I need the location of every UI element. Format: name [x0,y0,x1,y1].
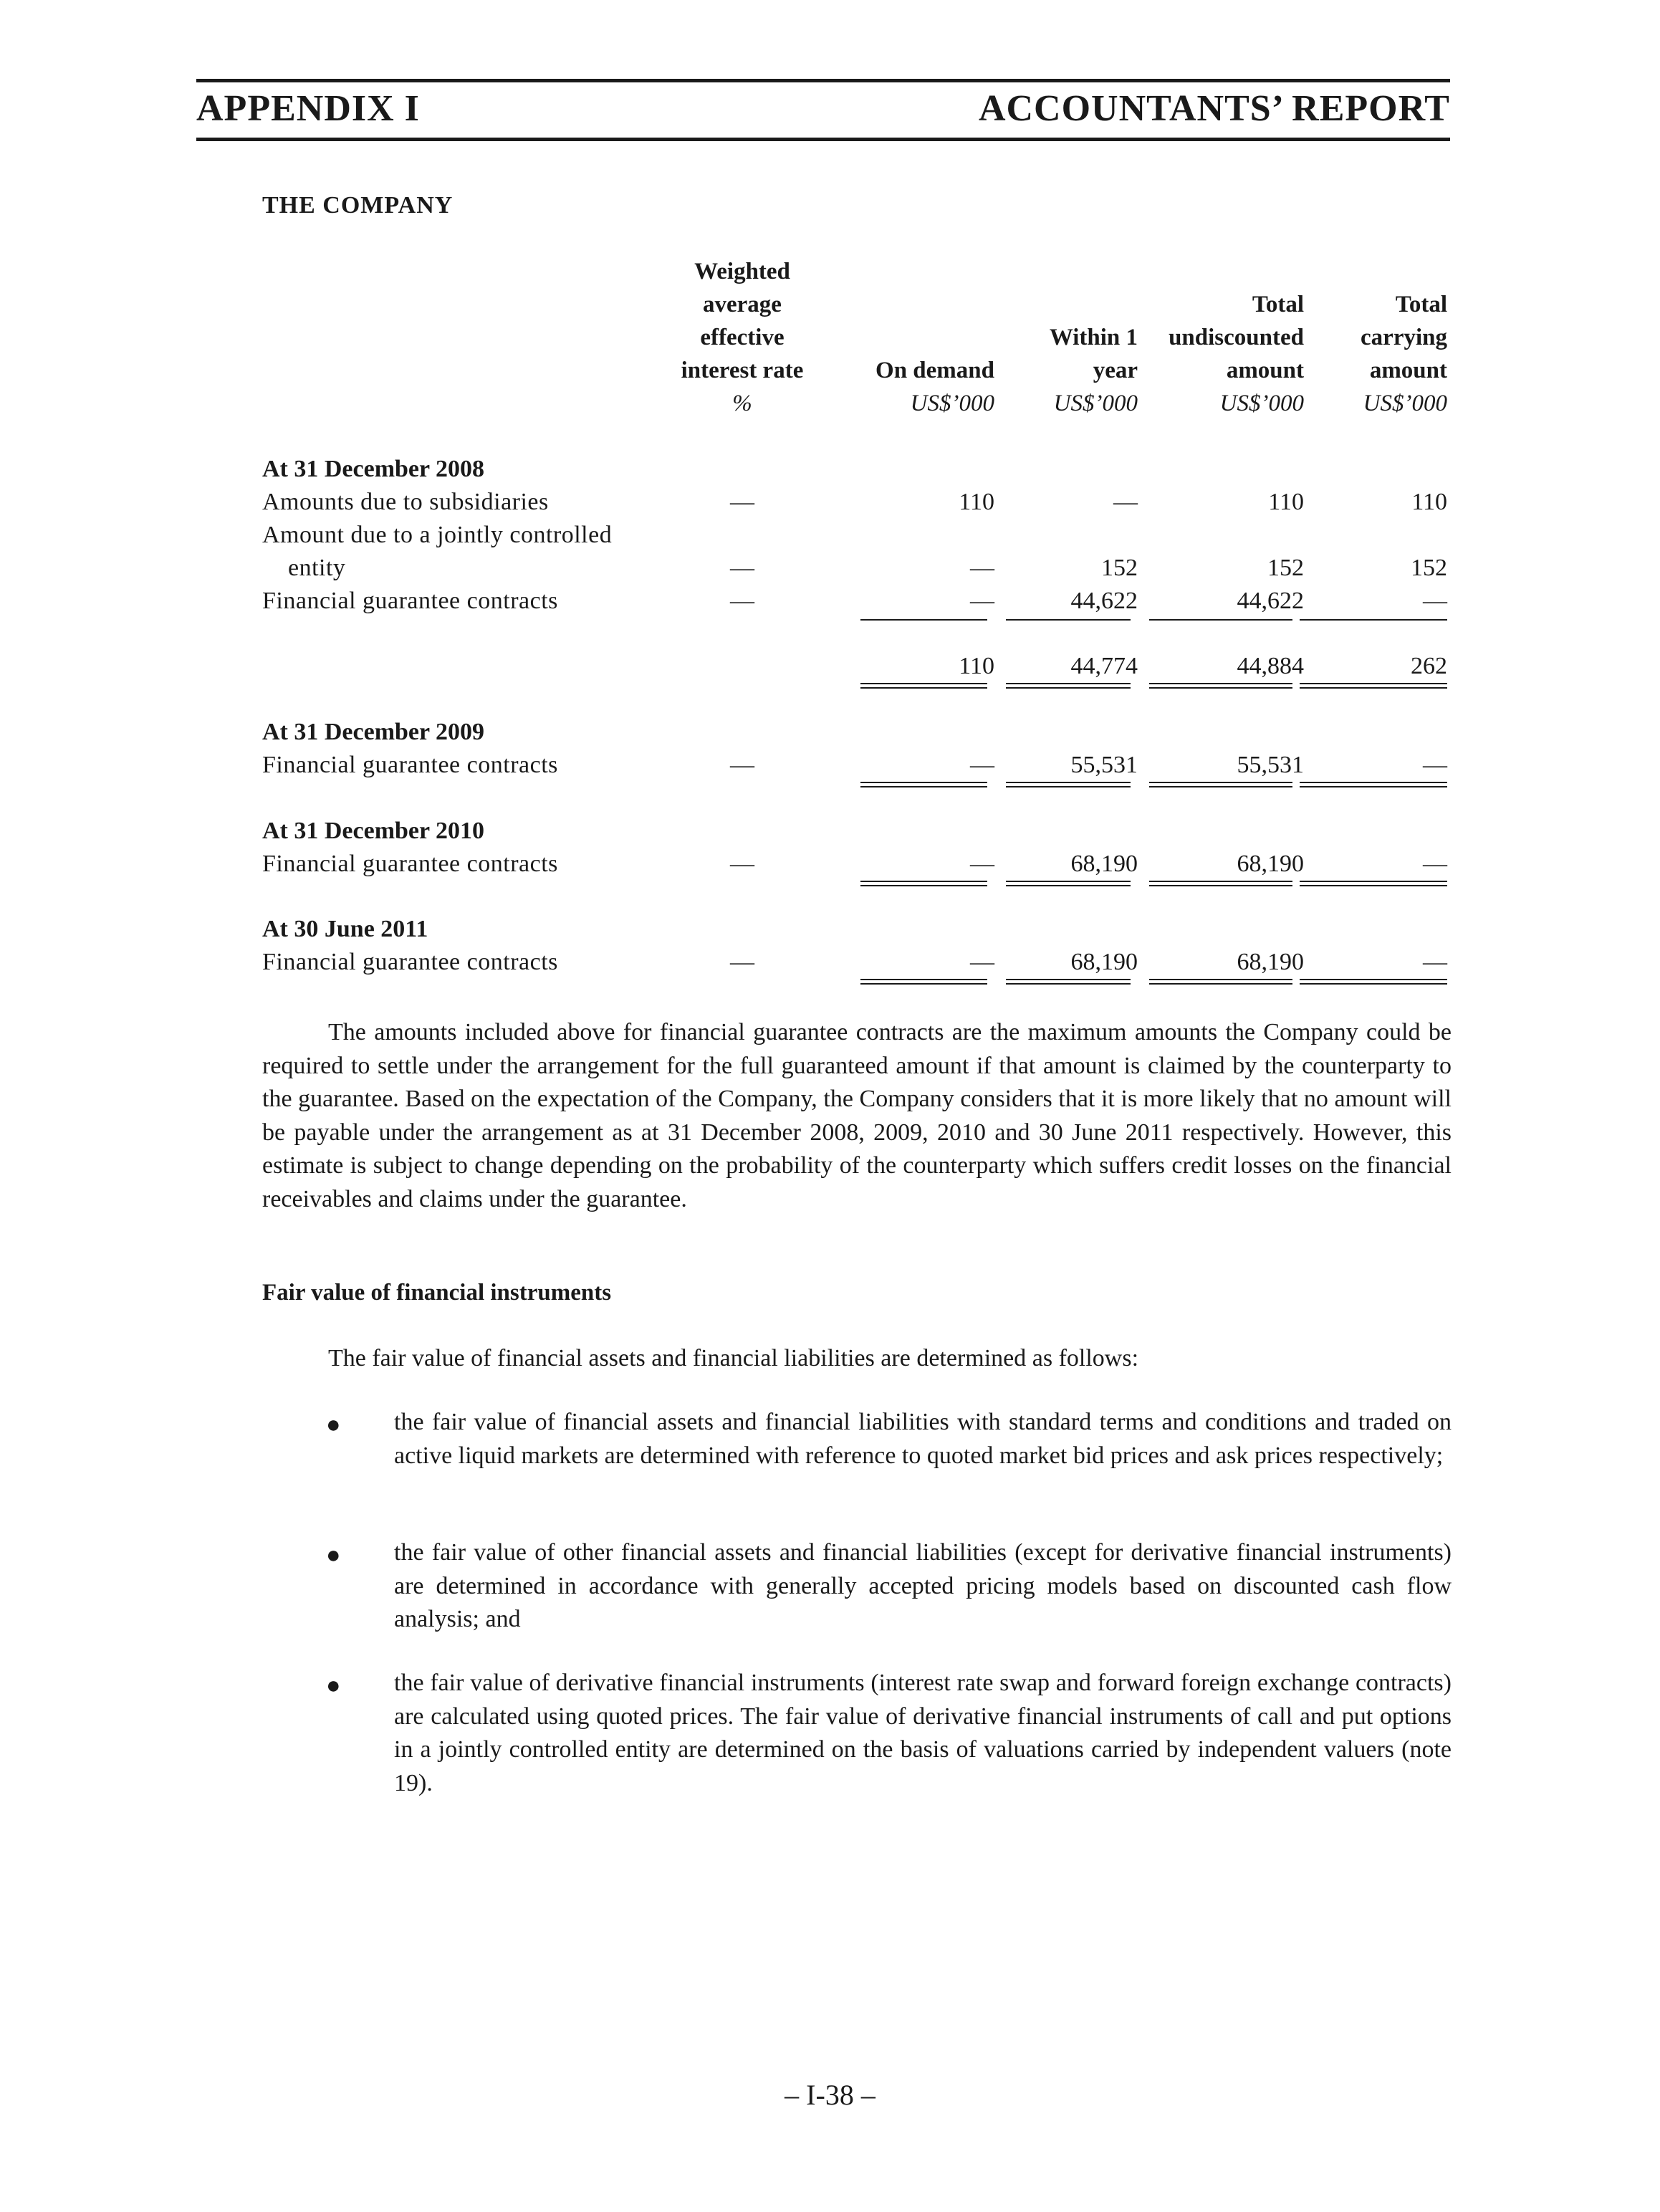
table-cell: — [970,851,994,877]
table-cell: 55,531 [1070,752,1138,778]
double-underline [1149,979,1292,985]
header-top-rule [196,79,1450,82]
table-cell: — [1423,588,1447,614]
table-cell: — [970,752,994,778]
table-cell: 68,190 [1237,949,1304,975]
double-underline [1006,979,1131,985]
table-cell: 110 [1411,489,1447,515]
single-underline [860,619,987,621]
guarantee-paragraph-text: The amounts included above for financial guarantee contracts are the maximum amounts the Company could be required to settle under the arrangement for the full guaranteed amount if that amount is claimed by the counterparty to the guarantee. Based on the expectation of the Company, the Company considers that it is more likely that no amount will be payable under the arrangement as at 31 December 2008, 2009, 2010 and 30 June 2011 respectively. However, this estimate is subject to change depending on the probability of the counterparty which suffers credit losses on the financial receivables and claims under the guarantee. [262,1019,1452,1212]
table-cell: 262 [1411,653,1447,679]
fair-value-heading: Fair value of financial instruments [262,1280,612,1306]
period-heading: At 30 June 2011 [262,916,428,942]
table-cell: 44,774 [1070,653,1138,679]
table-cell: — [730,851,754,877]
row-label: Financial guarantee contracts [262,588,558,614]
table-cell: — [970,555,994,581]
column-unit: US$’000 [1363,391,1447,416]
section-title: THE COMPANY [262,192,454,219]
double-underline [860,881,987,886]
table-cell: — [1113,489,1138,515]
double-underline [1300,979,1447,985]
appendix-label: APPENDIX I [196,88,420,129]
period-heading: At 31 December 2009 [262,719,485,745]
row-label: Financial guarantee contracts [262,949,558,975]
double-underline [1149,683,1292,689]
table-cell: 68,190 [1070,949,1138,975]
report-title: ACCOUNTANTS’ REPORT [978,88,1450,129]
table-cell: — [970,588,994,614]
table-cell: 152 [1101,555,1138,581]
double-underline [1300,782,1447,787]
table-cell: 152 [1267,555,1304,581]
column-unit: US$’000 [1053,391,1138,416]
table-cell: 152 [1411,555,1447,581]
bullet-dot: ● [326,1672,341,1699]
column-header: Within 1 year [1049,325,1138,383]
column-header: Total undiscounted amount [1169,292,1304,383]
fair-value-intro: The fair value of financial assets and financial liabilities are determined as follows: [328,1345,1139,1371]
table-cell: 44,884 [1237,653,1304,679]
single-underline [1006,619,1131,621]
table-cell: 68,190 [1237,851,1304,877]
period-heading: At 31 December 2008 [262,456,485,482]
table-cell: 110 [959,653,994,679]
table-cell: — [730,949,754,975]
header-bottom-rule [196,138,1450,141]
row-label: Financial guarantee contracts [262,851,558,877]
double-underline [1149,881,1292,886]
bullet-item: the fair value of financial assets and financial liabilities with standard terms and conditions and traded on active liquid markets are determined with reference to quoted market bid prices and ask prices respectively; [394,1409,1452,1469]
double-underline [860,782,987,787]
table-cell: 110 [959,489,994,515]
double-underline [1149,782,1292,787]
row-label: entity [288,555,346,581]
page-number: – I-38 – [785,2079,875,2111]
bullet-item: the fair value of derivative financial instruments (interest rate swap and forward foreign exchange contracts) are calculated using quoted prices. The fair value of derivative financial instruments of call and put options in a jointly controlled entity are determined on the basis of valuations carried by independent valuers (note 19). [394,1670,1452,1796]
double-underline [860,683,987,689]
row-label: Financial guarantee contracts [262,752,558,778]
column-header: Total carrying amount [1361,292,1447,383]
single-underline [1149,619,1292,621]
table-cell: 68,190 [1070,851,1138,877]
table-cell: — [730,555,754,581]
double-underline [1006,683,1131,689]
bullet-dot: ● [326,1542,341,1569]
table-cell: — [730,588,754,614]
table-cell: — [1423,949,1447,975]
table-cell: — [1423,851,1447,877]
column-unit: US$’000 [910,391,994,416]
single-underline [1300,619,1447,621]
period-heading: At 31 December 2010 [262,818,485,844]
table-cell: — [730,752,754,778]
table-cell: 44,622 [1237,588,1304,614]
bullet-dot: ● [326,1412,341,1438]
double-underline [1300,683,1447,689]
table-cell: — [730,489,754,515]
bullet-item: the fair value of other financial assets and financial liabilities (except for derivative financial instruments) are determined in accordance with generally accepted pricing models based on discounted cash flow analysis; and [394,1539,1452,1632]
column-header: Weighted average effective interest rate [681,259,804,383]
row-label: Amount due to a jointly controlled [262,522,613,548]
column-header: On demand [875,358,994,383]
double-underline [860,979,987,985]
guarantee-paragraph [262,1016,1452,1216]
table-cell: 44,622 [1070,588,1138,614]
row-label: Amounts due to subsidiaries [262,489,549,515]
double-underline [1006,782,1131,787]
table-cell: — [1423,752,1447,778]
table-cell: — [970,949,994,975]
double-underline [1300,881,1447,886]
table-cell: 55,531 [1237,752,1304,778]
double-underline [1006,881,1131,886]
column-unit: % [732,391,752,416]
column-unit: US$’000 [1219,391,1304,416]
table-cell: 110 [1268,489,1304,515]
